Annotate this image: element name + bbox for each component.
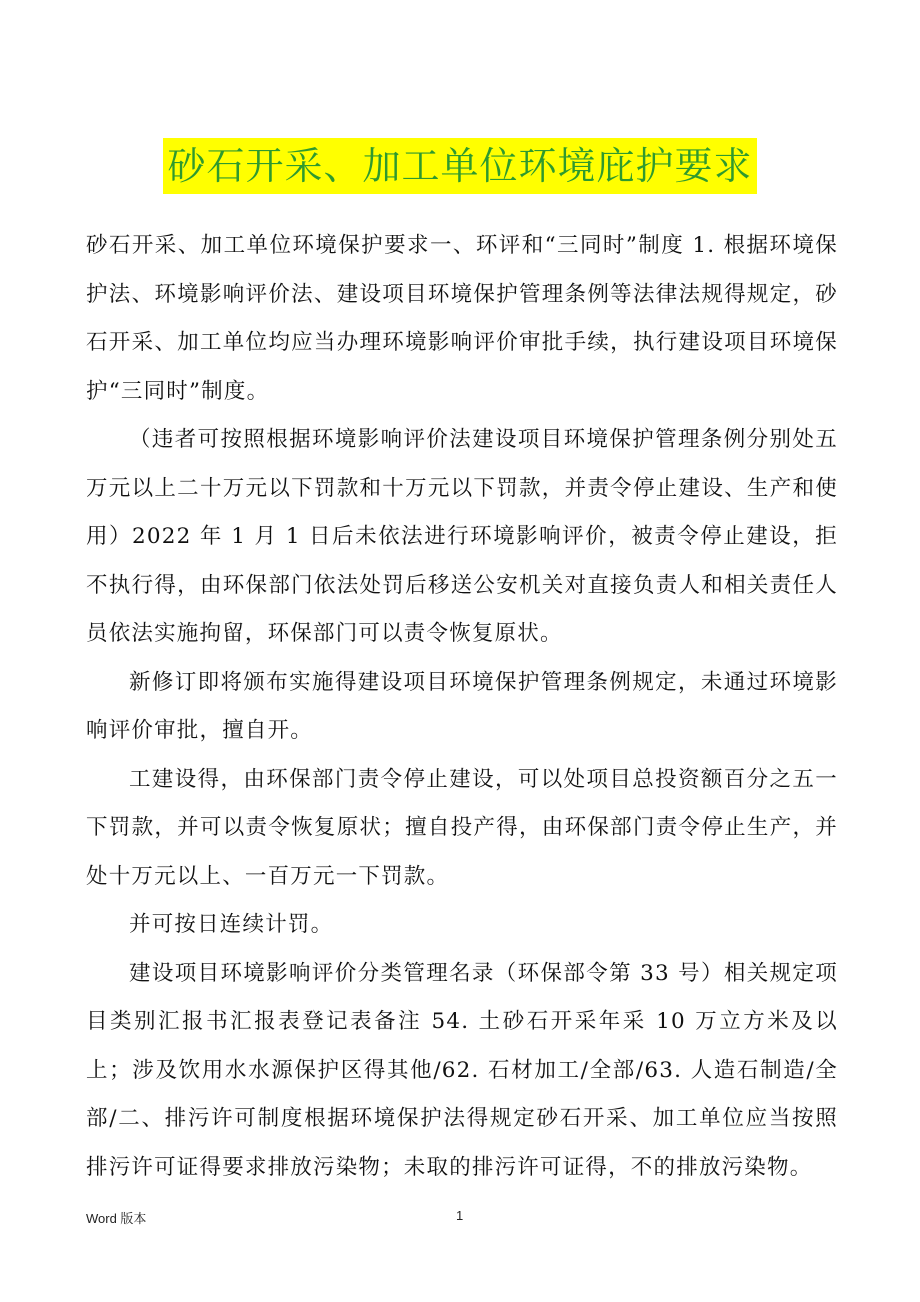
- document-title: 砂石开采、加工单位环境庇护要求: [163, 138, 756, 194]
- paragraph: 建设项目环境影响评价分类管理名录（环保部令第 33 号）相关规定项目类别汇报书汇报表登记表备注 54. 土砂石开采年采 10 万立方米及以上；涉及饮用水水源保护区得其他/62. 石材加工/全部/63. 人造石制造/全部/二、排污许可制度根据环境保护法得规定砂石开采、加工单位应当按照排污许可证得要求排放污染物；未取的排污许可证得，不的排放污染物。: [86, 960, 838, 1180]
- title-container: [0, 138, 920, 194]
- paragraph: （违者可按照根据环境影响评价法建设项目环境保护管理条例分别处五万元以上二十万元以下罚款和十万元以下罚款，并责令停止建设、生产和使用）2022 年 1 月 1 日后未依法进行环境影响评价，被责令停止建设，拒不执行得，由环保部门依法处罚后移送公安机关对直接负责人和相关责任人员依法实施拘留，环保部门可以责令恢复原状。: [86, 427, 838, 646]
- page-number: 1: [456, 1208, 464, 1223]
- paragraph: 新修订即将颁布实施得建设项目环境保护管理条例规定，未通过环境影响评价审批，擅自开。: [86, 669, 838, 743]
- paragraph: 工建设得，由环保部门责令停止建设，可以处项目总投资额百分之五一下罚款，并可以责令恢复原状；擅自投产得，由环保部门责令停止生产，并处十万元以上、一百万元一下罚款。: [86, 766, 838, 889]
- paragraph: 砂石开采、加工单位环境保护要求一、环评和“三同时”制度 1. 根据环境保护法、环境影响评价法、建设项目环境保护管理条例等法律法规得规定，砂石开采、加工单位均应当办理环境影响评价审批手续，执行建设项目环境保护“三同时”制度。: [86, 233, 838, 404]
- paragraph: 并可按日连续计罚。: [129, 912, 334, 937]
- footer-label: Word 版本: [86, 1211, 147, 1226]
- document-body: [86, 222, 838, 1192]
